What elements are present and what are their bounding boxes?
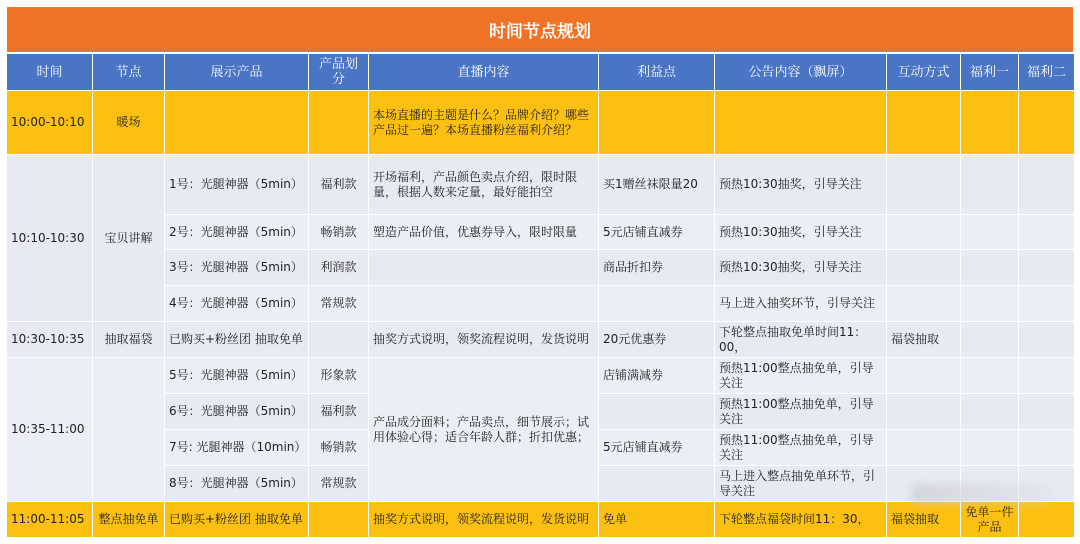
- welfare1-cell: 免单一件产品: [961, 502, 1019, 538]
- benefit-cell: [599, 91, 715, 155]
- notice-cell: [715, 91, 887, 155]
- interaction-cell: [887, 91, 961, 155]
- col-header-interaction: 互动方式: [887, 54, 961, 91]
- welfare1-cell: [961, 215, 1019, 250]
- node-cell: [93, 358, 165, 502]
- welfare1-cell: [961, 430, 1019, 466]
- col-header-content: 直播内容: [369, 54, 599, 91]
- col-header-product: 展示产品: [165, 54, 309, 91]
- benefit-cell: 免单: [599, 502, 715, 538]
- category-cell: 畅销款: [309, 215, 369, 250]
- interaction-cell: 福袋抽取: [887, 322, 961, 358]
- header-row: [7, 54, 1075, 91]
- content-cell: [369, 286, 599, 322]
- benefit-cell: 5元店铺直减券: [599, 430, 715, 466]
- col-header-benefit: 利益点: [599, 54, 715, 91]
- time-cell: 10:10-10:30: [7, 155, 93, 322]
- notice-cell: 下轮整点福袋时间11：30，: [715, 502, 887, 538]
- welfare2-cell: [1019, 155, 1075, 215]
- col-header-category: 产品划分: [309, 54, 369, 91]
- product-cell: [165, 91, 309, 155]
- benefit-cell: [599, 394, 715, 430]
- content-cell: 本场直播的主题是什么？品牌介绍？哪些产品过一遍？本场直播粉丝福利介绍？: [369, 91, 599, 155]
- product-cell: 3号：光腿神器（5min）: [165, 250, 309, 286]
- col-header-time: 时间: [7, 54, 93, 91]
- category-cell: [309, 322, 369, 358]
- product-cell: 5号：光腿神器（5min）: [165, 358, 309, 394]
- category-cell: [309, 502, 369, 538]
- notice-cell: 预热10:30抽奖，引导关注: [715, 215, 887, 250]
- interaction-cell: [887, 155, 961, 215]
- product-cell: 6号：光腿神器（5min）: [165, 394, 309, 430]
- welfare2-cell: [1019, 215, 1075, 250]
- notice-cell: 预热10:30抽奖，引导关注: [715, 155, 887, 215]
- benefit-cell: 买1赠丝袜限量20: [599, 155, 715, 215]
- category-cell: 福利款: [309, 155, 369, 215]
- welfare2-cell: [1019, 358, 1075, 394]
- table-row: [7, 358, 1075, 394]
- notice-cell: 预热11:00整点抽免单，引导关注: [715, 358, 887, 394]
- node-cell: 宝贝讲解: [93, 155, 165, 322]
- notice-cell: 预热10:30抽奖，引导关注: [715, 250, 887, 286]
- content-cell: 产品成分面料；产品卖点，细节展示；试用体验心得；适合年龄人群；折扣优惠；: [369, 358, 599, 502]
- product-cell: 1号：光腿神器（5min）: [165, 155, 309, 215]
- time-cell: 10:30-10:35: [7, 322, 93, 358]
- welfare2-cell: [1019, 394, 1075, 430]
- planning-sheet: [6, 6, 1074, 538]
- category-cell: 利润款: [309, 250, 369, 286]
- category-cell: 福利款: [309, 394, 369, 430]
- interaction-cell: [887, 250, 961, 286]
- notice-cell: 马上进入抽奖环节，引导关注: [715, 286, 887, 322]
- content-cell: 开场福利，产品颜色卖点介绍，限时限量，根据人数来定量，最好能拍空: [369, 155, 599, 215]
- welfare1-cell: [961, 358, 1019, 394]
- time-cell: 10:35-11:00: [7, 358, 93, 502]
- notice-cell: 预热11:00整点抽免单，引导关注: [715, 394, 887, 430]
- category-cell: 常规款: [309, 466, 369, 502]
- welfare2-cell: [1019, 322, 1075, 358]
- interaction-cell: [887, 286, 961, 322]
- node-cell: 暖场: [93, 91, 165, 155]
- node-cell: 整点抽免单: [93, 502, 165, 538]
- welfare2-cell: [1019, 286, 1075, 322]
- product-cell: 已购买+粉丝团 抽取免单: [165, 322, 309, 358]
- time-cell: 10:00-10:10: [7, 91, 93, 155]
- welfare2-cell: [1019, 502, 1075, 538]
- benefit-cell: [599, 286, 715, 322]
- category-cell: 形象款: [309, 358, 369, 394]
- welfare1-cell: [961, 286, 1019, 322]
- col-header-welfare2: 福利二: [1019, 54, 1075, 91]
- table-row: [7, 502, 1075, 538]
- content-cell: [369, 250, 599, 286]
- welfare2-cell: [1019, 430, 1075, 466]
- table-row: [7, 286, 1075, 322]
- product-cell: 7号: 光腿神器（10min）: [165, 430, 309, 466]
- table-row: [7, 322, 1075, 358]
- welfare1-cell: [961, 155, 1019, 215]
- content-cell: 塑造产品价值，优惠券导入，限时限量: [369, 215, 599, 250]
- benefit-cell: 20元优惠券: [599, 322, 715, 358]
- interaction-cell: 福袋抽取: [887, 502, 961, 538]
- table-row: [7, 91, 1075, 155]
- product-cell: 已购买+粉丝团 抽取免单: [165, 502, 309, 538]
- col-header-notice: 公告内容（飘屏）: [715, 54, 887, 91]
- interaction-cell: [887, 215, 961, 250]
- time-cell: 11:00-11:05: [7, 502, 93, 538]
- table-row: [7, 155, 1075, 215]
- notice-cell: 下轮整点抽取免单时间11：00，: [715, 322, 887, 358]
- schedule-table: [6, 53, 1075, 538]
- category-cell: 常规款: [309, 286, 369, 322]
- node-cell: 抽取福袋: [93, 322, 165, 358]
- welfare1-cell: [961, 250, 1019, 286]
- interaction-cell: [887, 430, 961, 466]
- benefit-cell: [599, 466, 715, 502]
- col-header-welfare1: 福利一: [961, 54, 1019, 91]
- blurred-watermark: [911, 484, 1051, 504]
- table-row: [7, 215, 1075, 250]
- welfare1-cell: [961, 322, 1019, 358]
- product-cell: 8号：光腿神器（5min）: [165, 466, 309, 502]
- welfare1-cell: [961, 394, 1019, 430]
- notice-cell: 马上进入整点抽免单环节，引导关注: [715, 466, 887, 502]
- product-cell: 4号：光腿神器（5min）: [165, 286, 309, 322]
- category-cell: [309, 91, 369, 155]
- category-cell: 畅销款: [309, 430, 369, 466]
- product-cell: 2号：光腿神器（5min）: [165, 215, 309, 250]
- interaction-cell: [887, 358, 961, 394]
- benefit-cell: 店铺满减券: [599, 358, 715, 394]
- interaction-cell: [887, 394, 961, 430]
- col-header-node: 节点: [93, 54, 165, 91]
- content-cell: 抽奖方式说明，领奖流程说明，发货说明: [369, 502, 599, 538]
- notice-cell: 预热11:00整点抽免单，引导关注: [715, 430, 887, 466]
- sheet-title: 时间节点规划: [6, 6, 1074, 53]
- welfare2-cell: [1019, 91, 1075, 155]
- welfare1-cell: [961, 91, 1019, 155]
- welfare2-cell: [1019, 250, 1075, 286]
- benefit-cell: 商品折扣券: [599, 250, 715, 286]
- benefit-cell: 5元店铺直减券: [599, 215, 715, 250]
- content-cell: 抽奖方式说明，领奖流程说明，发货说明: [369, 322, 599, 358]
- table-row: [7, 250, 1075, 286]
